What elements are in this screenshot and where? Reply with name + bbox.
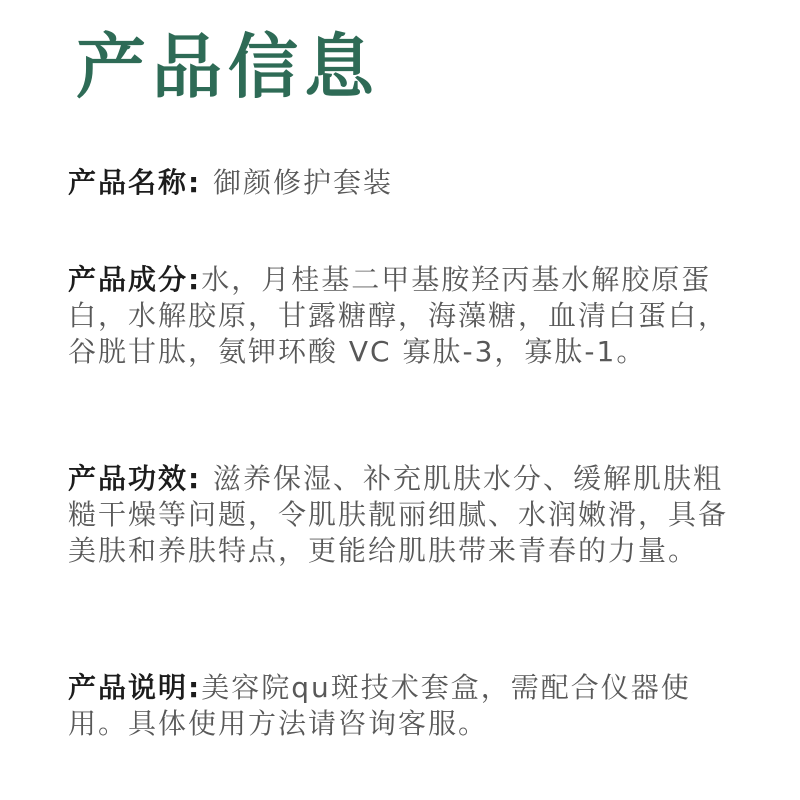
product-name-value: 御颜修护套装 — [212, 166, 393, 199]
page-title: 产品信息 — [76, 26, 380, 108]
efficacy-value: 滋养保湿、补充肌肤水分、缓解肌肤粗糙干燥等问题，令肌肤靓丽细腻、水润嫩滑，具备美肤和养肤特点，更能给肌肤带来青春的力量。 — [68, 462, 729, 567]
product-name-section — [68, 165, 728, 201]
ingredients-section — [68, 262, 728, 370]
ingredients-label: 产品成分: — [68, 263, 202, 296]
instructions-section — [68, 670, 728, 742]
efficacy-section — [68, 461, 728, 569]
product-name-label: 产品名称: — [68, 166, 213, 199]
instructions-value: 美容院qu斑技术套盒，需配合仪器使用。具体使用方法请咨询客服。 — [68, 671, 691, 740]
instructions-label: 产品说明: — [68, 671, 202, 704]
efficacy-label: 产品功效: — [68, 462, 213, 495]
ingredients-value: 水，月桂基二甲基胺羟丙基水解胶原蛋白，水解胶原，甘露糖醇，海藻糖，血清白蛋白，谷胱甘肽，氨钾环酸 VC 寡肽-3，寡肽-1。 — [68, 263, 729, 368]
